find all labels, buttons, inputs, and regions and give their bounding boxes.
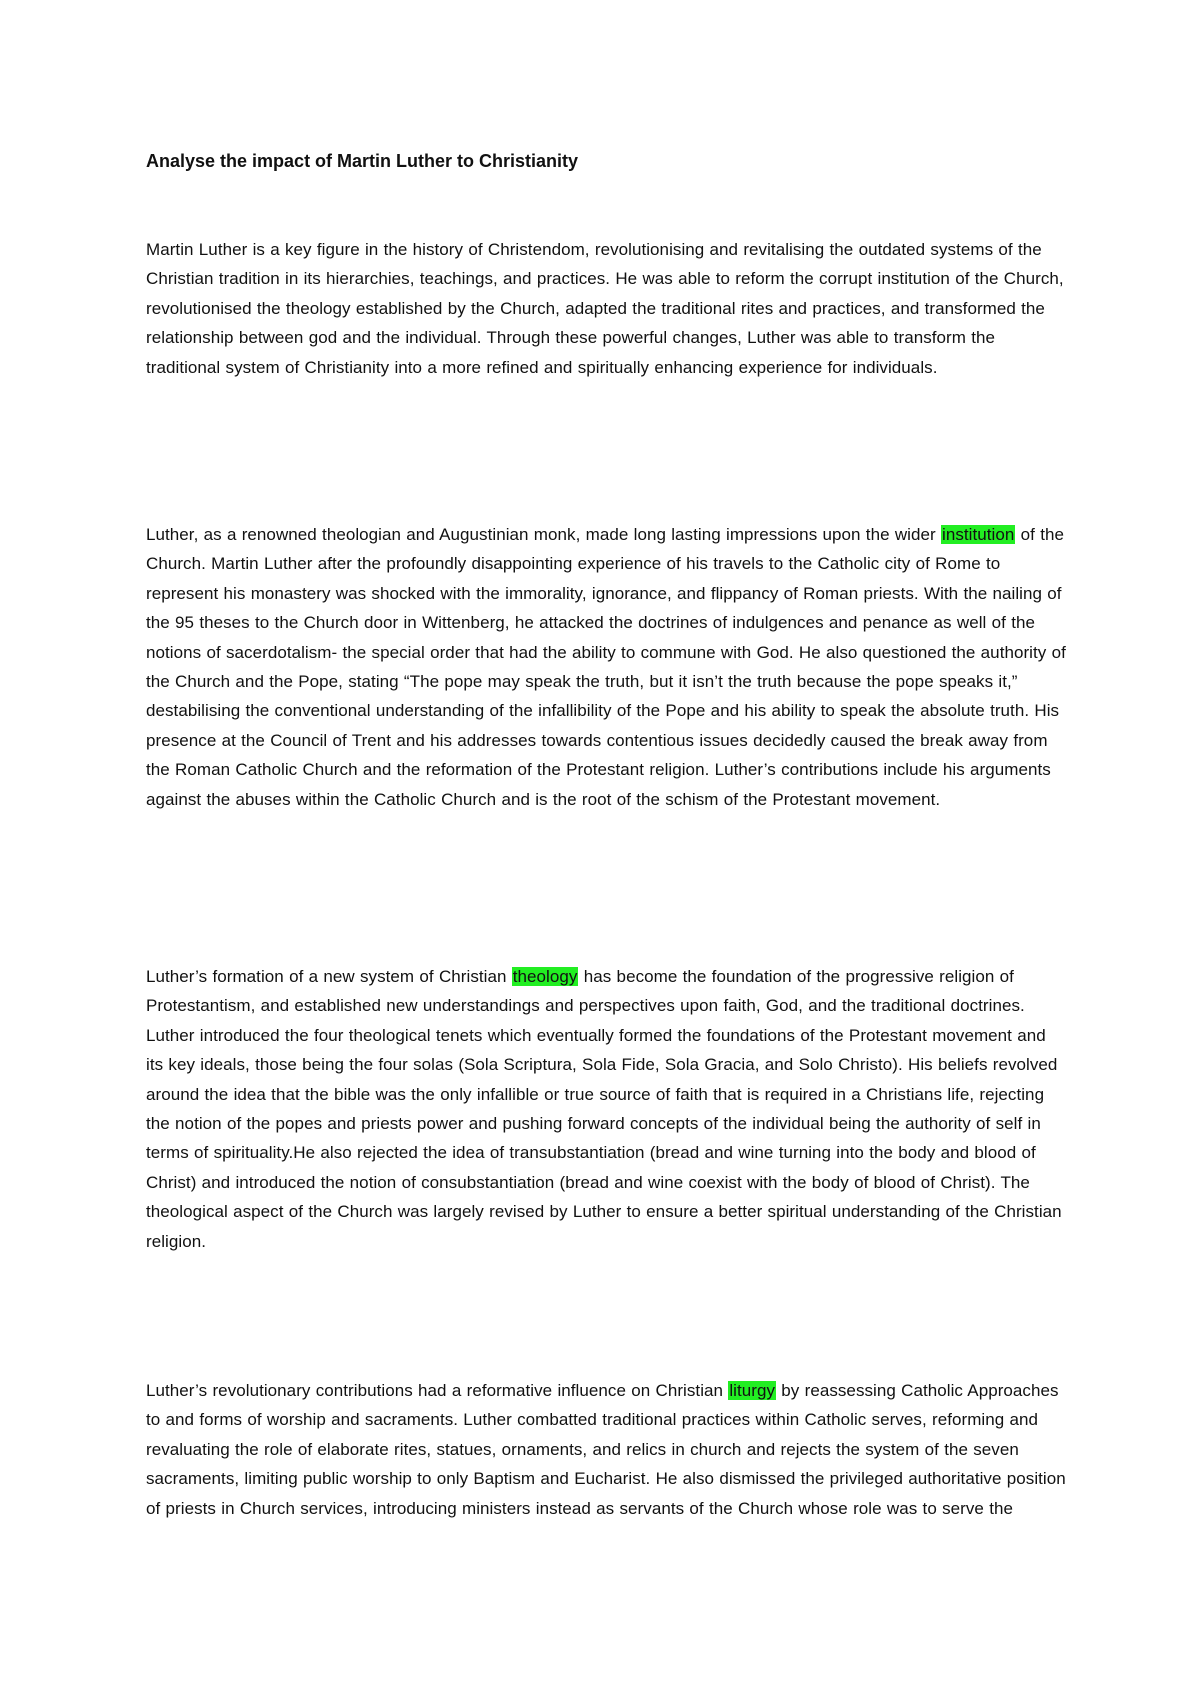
paragraph-liturgy xyxy=(146,1376,1066,1523)
highlighted-keyword-institution: institution xyxy=(942,525,1015,544)
paragraph-text: Luther’s revolutionary contributions had a reformative influence on Christian xyxy=(146,1381,729,1400)
paragraph-text: Martin Luther is a key figure in the history of Christendom, revolutionising and revitalising the outdated systems of the Christian tradition in its hierarchies, teachings, and practices. He was able to reform the corrupt institution of the Church, revolutionised the theology established by the Church, adapted the traditional rites and practices, and transformed the relationship between god and the individual. Through these powerful changes, Luther was able to transform the traditional system of Christianity into a more refined and spiritually enhancing experience for individuals. xyxy=(146,240,1064,377)
paragraph-text: of the Church. Martin Luther after the profoundly disappointing experience of his travels to the Catholic city of Rome to represent his monastery was shocked with the immorality, ignorance, and flippancy of Roman priests. With the nailing of the 95 theses to the Church door in Wittenberg, he attacked the doctrines of indulgences and penance as well of the notions of sacerdotalism- the special order that had the ability to commune with God. He also questioned the authority of the Church and the Pope, stating “The pope may speak the truth, but it isn’t the truth because the pope speaks it,” destabilising the conventional understanding of the infallibility of the Pope and his ability to speak the absolute truth. His presence at the Council of Trent and his addresses towards contentious issues decidedly caused the break away from the Roman Catholic Church and the reformation of the Protestant religion. Luther’s contributions include his arguments against the abuses within the Catholic Church and is the root of the schism of the Protestant movement. xyxy=(146,525,1066,809)
highlighted-keyword-liturgy: liturgy xyxy=(729,1381,776,1400)
paragraph-text: by reassessing Catholic Approaches to and forms of worship and sacraments. Luther combatted traditional practices within Catholic serves, reforming and revaluating the role of elaborate rites, statues, ornaments, and relics in church and rejects the system of the seven sacraments, limiting public worship to only Baptism and Eucharist. He also dismissed the privileged authoritative position of priests in Church services, introducing ministers instead as servants of the Church whose role was to serve the xyxy=(146,1381,1066,1518)
highlighted-keyword-theology: theology xyxy=(512,967,578,986)
paragraph-text: Luther, as a renowned theologian and Augustinian monk, made long lasting impressions upon the wider xyxy=(146,525,942,544)
document-title: Analyse the impact of Martin Luther to Christianity xyxy=(146,151,579,171)
paragraph-theology xyxy=(146,962,1066,1256)
paragraph-introduction xyxy=(146,235,1066,382)
paragraph-text: has become the foundation of the progressive religion of Protestantism, and established new understandings and perspectives upon faith, God, and the traditional doctrines. Luther introduced the four theological tenets which eventually formed the foundations of the Protestant movement and its key ideals, those being the four solas (Sola Scriptura, Sola Fide, Sola Gracia, and Solo Christo). His beliefs revolved around the idea that the bible was the only infallible or true source of faith that is required in a Christians life, rejecting the notion of the popes and priests power and pushing forward concepts of the individual being the authority of self in terms of spirituality.He also rejected the idea of transubstantiation (bread and wine turning into the body and blood of Christ) and introduced the notion of consubstantiation (bread and wine coexist with the body of blood of Christ). The theological aspect of the Church was largely revised by Luther to ensure a better spiritual understanding of the Christian religion. xyxy=(146,967,1062,1251)
paragraph-text: Luther’s formation of a new system of Christian xyxy=(146,967,512,986)
paragraph-institution xyxy=(146,520,1066,814)
